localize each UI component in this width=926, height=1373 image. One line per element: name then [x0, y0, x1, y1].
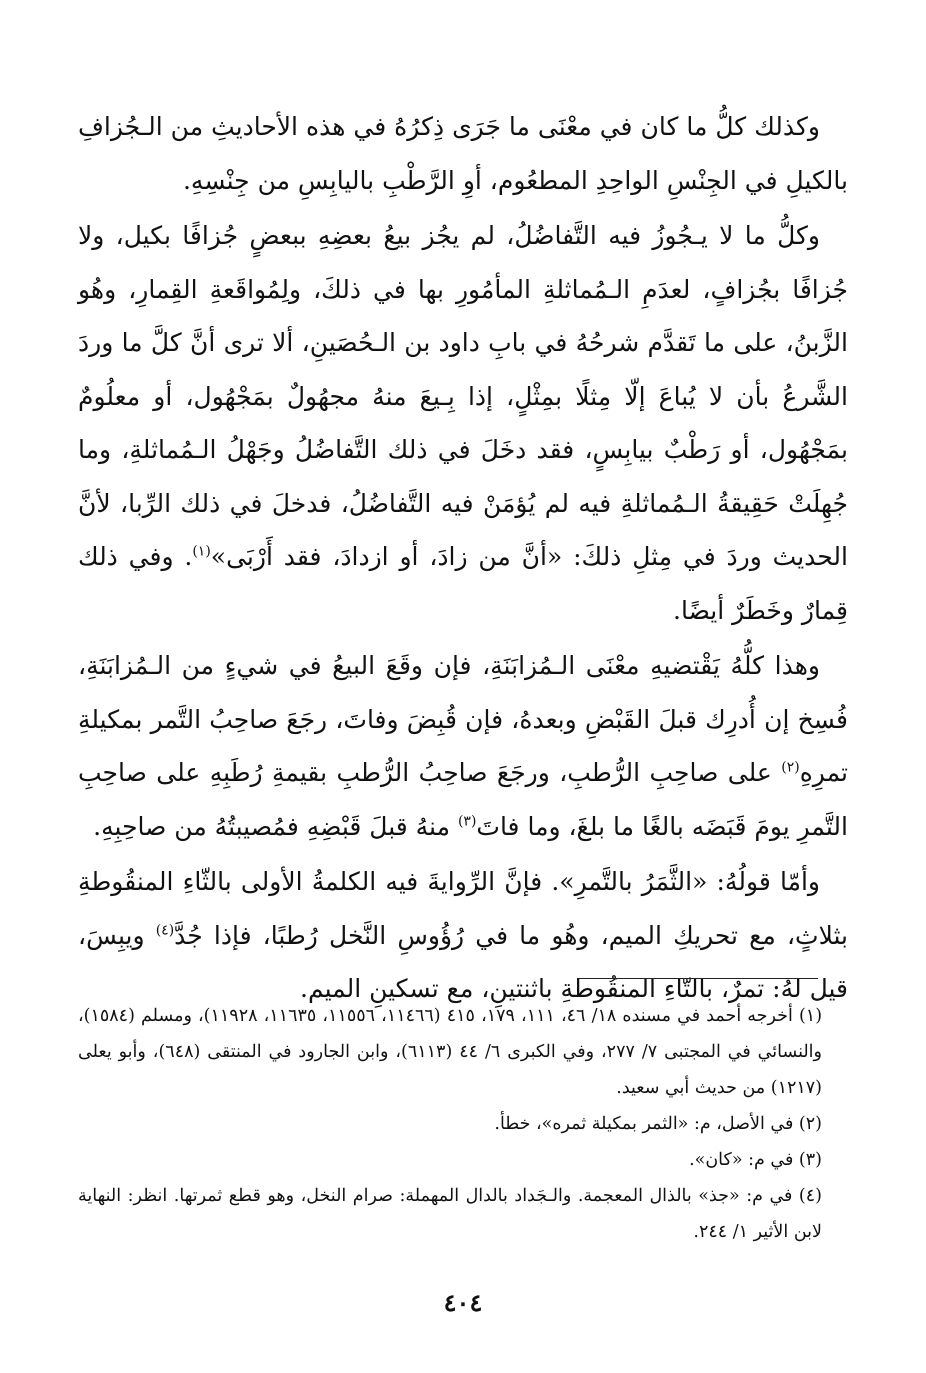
paragraph-4-text: وأمّا قولُهُ: «الثَّمَرُ بالتَّمرِ». فإنَّ الرِّوايةَ فيه الكلمةُ الأولى بالثّاءِ المنقُوطةِ بثلاثٍ، مع تحريكِ الميم، وهُو ما في رُؤُوسِ النَّخل رُطبًا، فإذا جُدَّ: [78, 867, 848, 950]
paragraph-3-text: وهذا كلُّهُ يَقْتضيهِ معْنَى الـمُزابَنَةِ، فإن وقَعَ البيعُ في شيءٍ من الـمُزابَنَةِ، فُسِخ إن أُدرِك قبلَ القَبْضِ وبعدهُ، فإن قُبِضَ وفاتَ، رجَعَ صاحِبُ التَّمر بمكيلةِ تمرِهِ: [78, 651, 848, 787]
footnote-separator: [578, 978, 818, 979]
footnote-3: (٣) في م: «كان».: [689, 1150, 822, 1170]
paragraph-4: [78, 855, 848, 1016]
paragraph-4-tail: ويبِسَ، قيل لهُ: تمرٌ، بالتّاءِ المنقُوطةِ باثنتينِ، مع تسكينِ الميم.: [78, 920, 848, 1003]
paragraph-2-tail: . وفي ذلك قِمارٌ وخَطَرٌ أيضًا.: [78, 542, 848, 625]
main-text: [78, 100, 848, 1018]
paragraph-1-text: وكذلك كلُّ ما كان في معْنَى ما جَرَى ذِكرُهُ في هذه الأحاديثِ من الـجُزافِ بالكيلِ في الجِنْسِ الواحِدِ المطعُوم، أوِ الرَّطْبِ باليابِسِ من جِنْسِهِ.: [78, 112, 848, 195]
footnote-marker-4[interactable]: (٤): [155, 922, 175, 939]
paragraph-3-tail: على صاحِبِ الرُّطبِ، ورجَعَ صاحِبُ الرُّطبِ بقيمةِ رُطَبِهِ على صاحِبِ التَّمرِ يومَ قَبَضَه بالغًا ما بلغَ، وما فاتَ: [78, 758, 848, 841]
paragraph-3-end: منهُ قبلَ قَبْضِهِ فمُصيبتُهُ من صاحِبِهِ.: [93, 811, 450, 841]
footnote-marker-2[interactable]: (٢): [781, 759, 800, 776]
footnote-marker-3[interactable]: (٣): [457, 813, 477, 830]
paragraph-1: [78, 100, 848, 207]
page-number: ٤٠٤: [443, 1288, 483, 1317]
footnote-marker-1[interactable]: (١): [192, 543, 211, 560]
paragraph-2: [78, 209, 848, 637]
paragraph-3: [78, 639, 848, 853]
footnote-1: (١) أخرجه أحمد في مسنده ١٨/ ٤٦، ١١١، ١٧٩، ٤١٥ (١١٤٦٦، ١١٥٥٦، ١١٦٣٥، ١١٩٢٨)، ومسلم (١٥٨٤)، والنسائي في المجتبى ٧/ ٢٧٧، وفي الكبرى ٦/ ٤٤ (٦١١٣)، وابن الجارود في المنتقى (٦٤٨)، وأبو يعلى (١٢١٧) من حديث أبي سعيد.: [78, 1006, 823, 1098]
footnotes: [78, 998, 822, 1250]
paragraph-2-text: وكلُّ ما لا يـجُوزُ فيه التَّفاضُلُ، لم يجُز بيعُ بعضِهِ ببعضٍ جُزافًا بكيل، ولا جُزافًا بجُزافٍ، لعدَمِ الـمُماثلةِ المأمُورِ بها في ذلكَ، ولِمُواقَعةِ القِمارِ، وهُو الزَّبنُ، على ما تَقدَّم شرحُهُ في بابِ داود بن الـحُصَينِ، ألا ترى أنَّ كلَّ ما وردَ الشَّرعُ بأن لا يُباعَ إلّا مِثلًا بمِثْلٍ، إذا بِـيعَ منهُ مجهُولٌ بمَجْهُول، أو معلُومٌ بمَجْهُول، أو رَطْبٌ بيابِسٍ، فقد دخَلَ في ذلك التَّفاضُلُ وجَهْلُ الـمُماثلةِ، وما جُهِلَتْ حَقِيقةُ الـمُماثلةِ فيه لم يُؤمَنْ فيه التَّفاضُلُ، فدخلَ في ذلك الرِّبا، لأنَّ الحديث وردَ في مِثلِ ذلكَ: «أنَّ من زادَ، أو ازدادَ، فقد أَرْبَى»: [78, 221, 848, 571]
footnote-2: (٢) في الأصل، م: «الثمر بمكيلة ثمره»، خطأ.: [494, 1114, 822, 1134]
footnote-4: (٤) في م: «جذ» بالذال المعجمة. والـجَداد بالدال المهملة: صرام النخل، وهو قطع ثمرتها. انظر: النهاية لابن الأثير ١/ ٢٤٤.: [78, 1186, 822, 1242]
